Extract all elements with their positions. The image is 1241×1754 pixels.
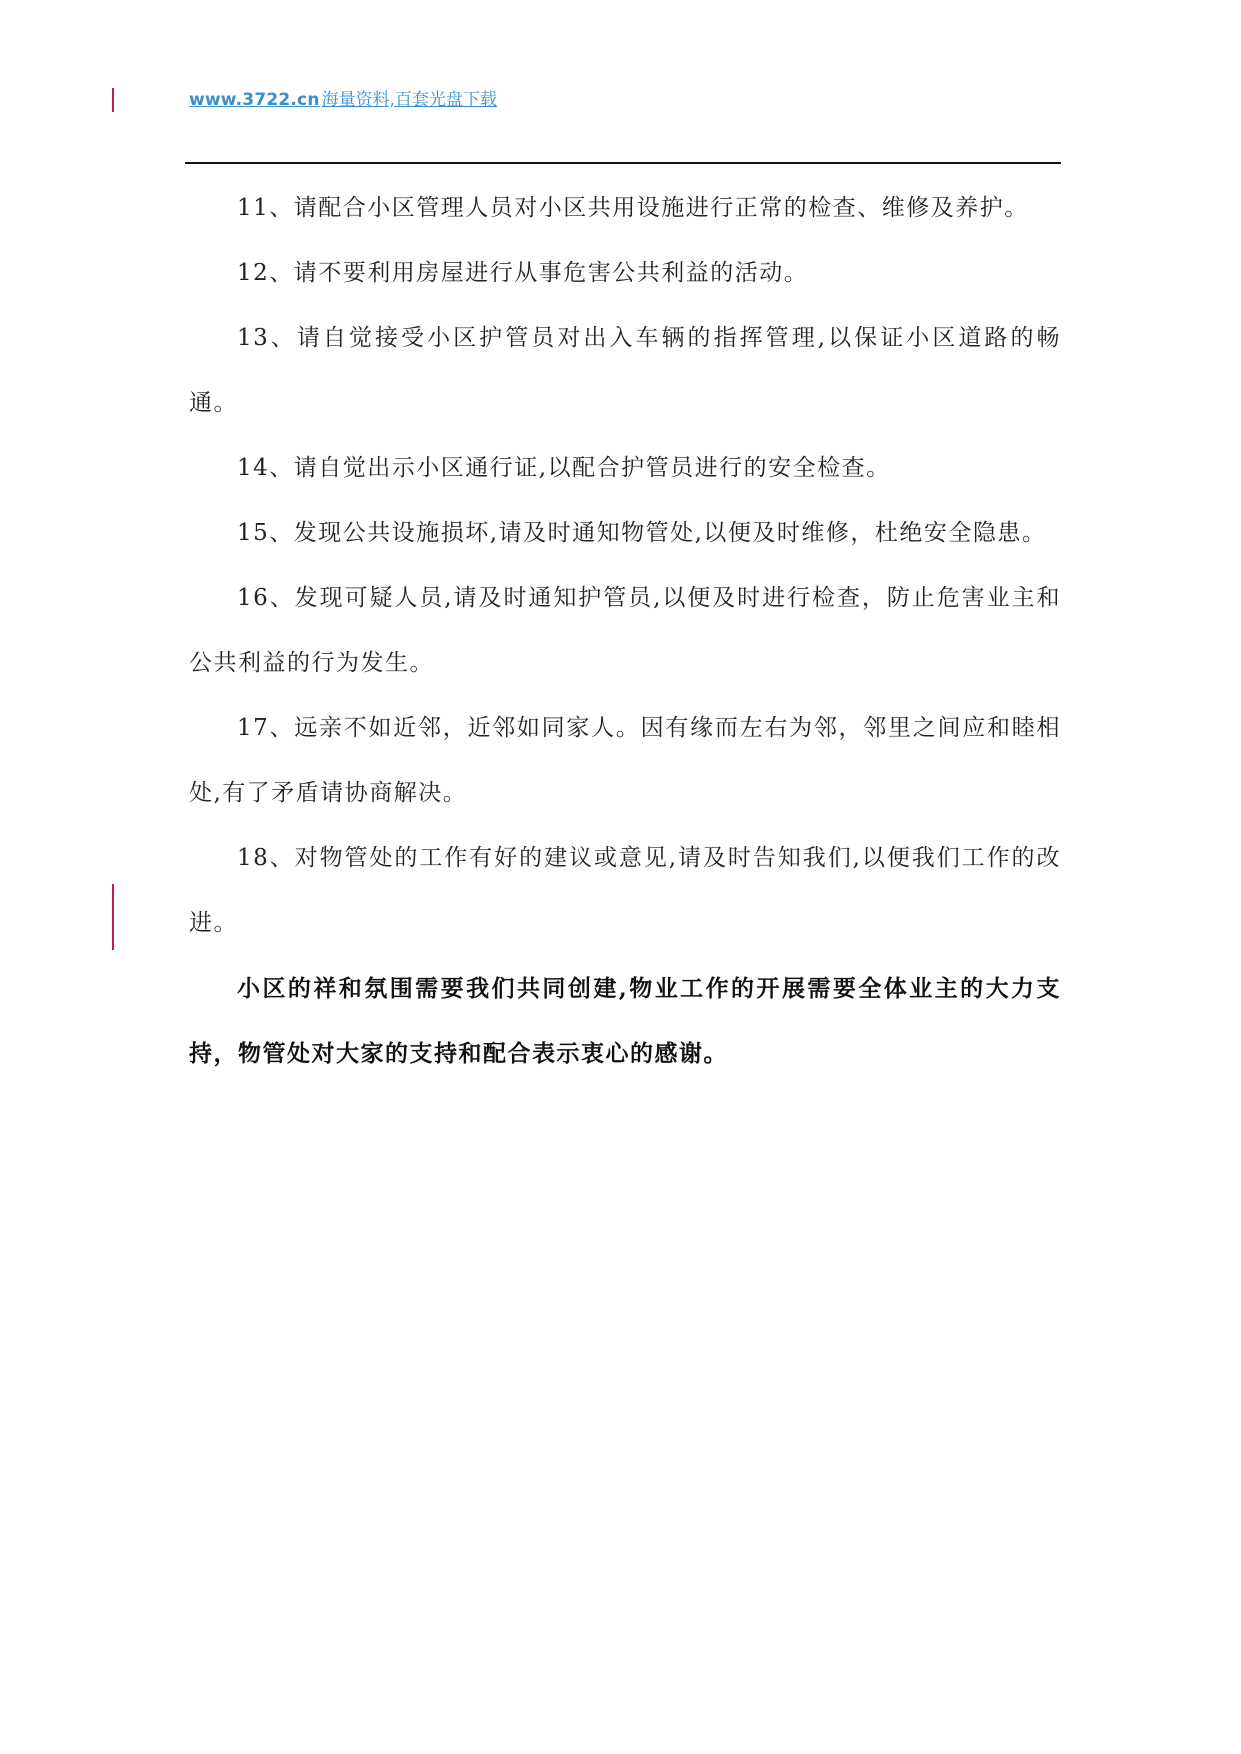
margin-change-mark [112,88,114,112]
rule-item-14: 14、请自觉出示小区通行证,以配合护管员进行的安全检查。 [237,455,891,481]
document-body [189,176,1061,1086]
page-header [189,88,497,112]
header-tagline-link[interactable]: 海量资料,百套光盘下载 [321,90,498,110]
rule-item-15: 15、发现公共设施损坏,请及时通知物管处,以便及时维修，杜绝安全隐患。 [237,520,1047,546]
header-url-link[interactable]: www.3722.cn [189,90,320,110]
header-divider [185,162,1061,164]
rule-item-16: 16、发现可疑人员,请及时通知护管员,以便及时进行检查，防止危害业主和公共利益的行为发生。 [189,585,1061,676]
rule-item-17: 17、远亲不如近邻，近邻如同家人。因有缘而左右为邻，邻里之间应和睦相处,有了矛盾请协商解决。 [189,715,1061,806]
margin-change-mark [112,884,114,950]
rule-item-12: 12、请不要利用房屋进行从事危害公共利益的活动。 [237,260,809,286]
closing-statement: 小区的祥和氛围需要我们共同创建,物业工作的开展需要全体业主的大力支持，物管处对大家的支持和配合表示衷心的感谢。 [189,975,1061,1067]
rule-item-13: 13、请自觉接受小区护管员对出入车辆的指挥管理,以保证小区道路的畅通。 [189,325,1061,416]
rule-item-11: 11、请配合小区管理人员对小区共用设施进行正常的检查、维修及养护。 [237,195,1029,221]
rule-item-18: 18、对物管处的工作有好的建议或意见,请及时告知我们,以便我们工作的改进。 [189,845,1061,936]
